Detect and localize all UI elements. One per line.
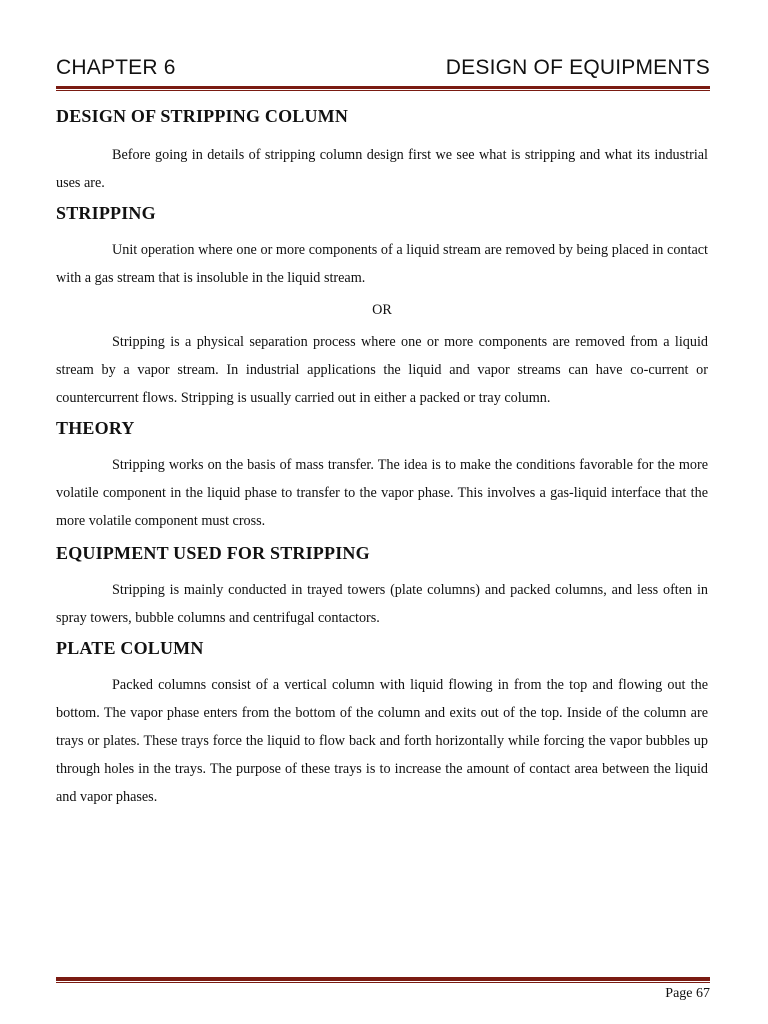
plate-column-heading: PLATE COLUMN (56, 638, 204, 658)
plate-column-paragraph: Packed columns consist of a vertical column with liquid flowing in from the top and flowing out the bottom. The vapor phase enters from the bottom of the column and exits out of the top. Inside of the column are trays or plates. These trays force the liquid to flow back and forth horizontally while forcing the vapor bubbles up through holes in the trays. The purpose of these trays is to increase the amount of contact area between the liquid and vapor phases. (56, 677, 708, 805)
footer-rule-thin (56, 982, 710, 983)
header-rule (56, 86, 710, 89)
stripping-heading: STRIPPING (56, 203, 156, 223)
chapter-label: CHAPTER 6 (56, 56, 176, 79)
equipment-paragraph: Stripping is mainly conducted in trayed towers (plate columns) and packed columns, and less often in spray towers, bubble columns and centrifugal contactors. (56, 582, 708, 626)
header-rule-thin (56, 90, 710, 91)
or-separator: OR (372, 302, 392, 318)
page-header (56, 56, 710, 86)
stripping-paragraph-2: Stripping is a physical separation process where one or more components are removed from a liquid stream by a vapor stream. In industrial applications the liquid and vapor streams can have co-current or countercurrent flows. Stripping is usually carried out in either a packed or tray column. (56, 334, 708, 406)
main-heading: DESIGN OF STRIPPING COLUMN (56, 106, 349, 126)
page-content (56, 104, 708, 811)
page-number: Page 67 (665, 986, 710, 1001)
chapter-title: DESIGN OF EQUIPMENTS (445, 56, 710, 79)
intro-paragraph: Before going in details of stripping column design first we see what is stripping and what its industrial uses are. (56, 147, 708, 191)
theory-paragraph: Stripping works on the basis of mass transfer. The idea is to make the conditions favorable for the more volatile component in the liquid phase to transfer to the vapor phase. This involves a gas-liquid interface that the more volatile component must cross. (56, 457, 708, 529)
stripping-paragraph-1: Unit operation where one or more components of a liquid stream are removed by being placed in contact with a gas stream that is insoluble in the liquid stream. (56, 242, 708, 286)
equipment-heading: EQUIPMENT USED FOR STRIPPING (56, 543, 370, 563)
theory-heading: THEORY (56, 418, 135, 438)
footer-rule (56, 977, 710, 981)
